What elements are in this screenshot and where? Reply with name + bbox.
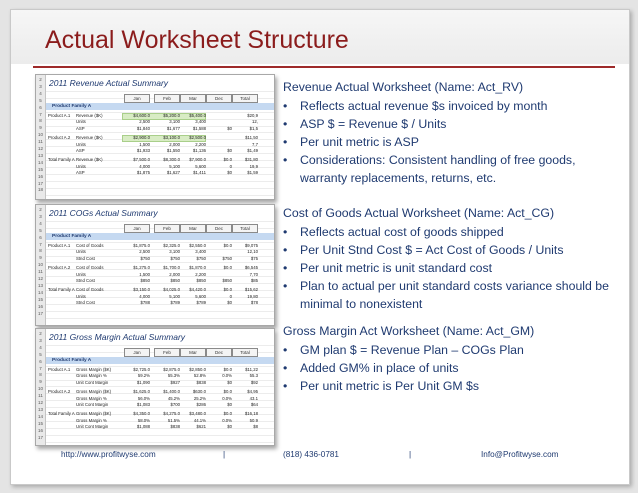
- row-number: 4: [39, 220, 42, 226]
- bullet-glyph: •: [283, 135, 288, 149]
- value-cell: $7,900.0: [189, 157, 206, 163]
- value-cell: 55.3%: [167, 373, 180, 379]
- row-number: 14: [37, 413, 43, 419]
- value-cell: 0.0%: [222, 395, 232, 401]
- row-number: 8: [39, 118, 42, 124]
- row-number: 12: [37, 146, 43, 151]
- value-cell: 12,10: [247, 249, 258, 255]
- row-number: 5: [39, 97, 42, 103]
- row-number: 2: [39, 207, 42, 212]
- value-cell: 0.0%: [222, 417, 232, 423]
- value-cell: 3,100: [169, 119, 180, 125]
- value-cell: $750: [140, 255, 150, 261]
- row-number: 16: [37, 427, 43, 433]
- row-number: 9: [39, 125, 42, 131]
- value-cell: 19,9: [249, 163, 258, 169]
- grid-line: [46, 442, 274, 443]
- row-number: 15: [37, 166, 43, 172]
- metric-name: Unit Cont Margin: [76, 402, 109, 407]
- value-cell: $1,411: [193, 170, 206, 176]
- value-cell: $1,59: [247, 170, 258, 176]
- metric-name: Unit Cont Margin: [76, 379, 109, 385]
- metric-name: Cost of Goods: [76, 265, 104, 271]
- value-cell: $750: [222, 255, 232, 261]
- metric-name: Units: [76, 119, 86, 125]
- column-header: Jan: [124, 224, 150, 233]
- row-number: 17: [37, 434, 43, 440]
- row-number: 6: [39, 104, 42, 110]
- value-cell: $750: [196, 255, 206, 261]
- grid-line: [46, 181, 274, 182]
- value-cell: $0.0: [223, 265, 232, 271]
- value-cell: $1,840: [136, 125, 150, 131]
- bullet-glyph: •: [283, 261, 288, 275]
- product-name: Product A.2: [48, 389, 71, 395]
- value-cell: 58.0%: [137, 417, 150, 423]
- row-number: 8: [39, 372, 42, 378]
- value-cell: 5,600: [195, 293, 206, 299]
- bullet-glyph: •: [283, 343, 288, 357]
- value-cell: $0: [227, 424, 232, 430]
- metric-name: ASP: [76, 170, 85, 176]
- value-cell: 12,: [252, 119, 258, 125]
- worksheet-title: 2011 Revenue Actual Summary: [49, 78, 169, 88]
- cogs-worksheet-thumbnail: [35, 204, 275, 326]
- metric-name: Units: [76, 293, 86, 299]
- metric-name: Units: [76, 163, 86, 169]
- value-cell: $1,083: [136, 402, 150, 407]
- row-number: 15: [37, 296, 43, 302]
- grid-line: [46, 311, 274, 312]
- value-cell: 43.1: [249, 395, 258, 401]
- worksheet-grid: [46, 345, 274, 445]
- product-family-label: Product Family A: [52, 358, 92, 363]
- grid-line: [46, 91, 274, 92]
- value-cell: 5,100: [169, 163, 180, 169]
- column-header: Dec: [206, 94, 232, 103]
- value-cell: 5,600: [195, 163, 206, 169]
- revenue-worksheet-thumbnail: [35, 74, 275, 200]
- metric-name: Revenue ($K): [76, 135, 103, 141]
- value-cell: $0.0: [223, 389, 232, 395]
- bullet-glyph: •: [283, 279, 288, 293]
- value-cell: $1,677: [166, 125, 180, 131]
- value-cell: $0: [227, 379, 232, 385]
- row-number-gutter: [36, 75, 46, 199]
- metric-name: Stnd Cost: [76, 255, 95, 261]
- value-cell: 2,000: [169, 141, 180, 147]
- product-name: Total Family A: [48, 411, 75, 417]
- row-number: 17: [37, 180, 43, 186]
- value-cell: $3,150.0: [133, 287, 150, 293]
- value-cell: $2,550.0: [189, 243, 206, 248]
- row-number: 10: [37, 386, 43, 392]
- value-cell: $1,875.0: [133, 243, 150, 248]
- metric-name: Gross Margin ($K): [76, 367, 112, 372]
- column-header: Feb: [154, 94, 180, 103]
- metric-name: Revenue ($K): [76, 113, 103, 118]
- column-header: Feb: [154, 224, 180, 233]
- value-cell: $8,300.0: [163, 157, 180, 163]
- worksheet-grid: [46, 221, 274, 325]
- value-cell: $788: [140, 300, 150, 306]
- row-number: 2: [39, 331, 42, 336]
- value-cell: $85: [250, 278, 258, 283]
- value-cell: $75: [250, 255, 258, 261]
- value-cell: 7,70: [249, 271, 258, 277]
- grid-line: [46, 221, 274, 222]
- value-cell: $1,400.0: [163, 389, 180, 395]
- column-header: Jan: [124, 348, 150, 357]
- worksheet-title: 2011 COGs Actual Summary: [49, 208, 158, 218]
- value-cell: $1,870.0: [189, 265, 206, 271]
- metric-name: ASP: [76, 125, 85, 131]
- product-family-label: Product Family A: [52, 234, 92, 239]
- row-number: 17: [37, 310, 43, 316]
- row-number-gutter: [36, 205, 46, 325]
- value-cell: $92: [250, 379, 258, 385]
- column-header: Feb: [154, 348, 180, 357]
- value-cell: $850: [222, 278, 232, 283]
- row-number: 3: [39, 83, 42, 89]
- metric-name: Gross Margin ($K): [76, 389, 112, 395]
- value-cell: $4,275.0: [163, 411, 180, 417]
- value-cell: 52.8%: [193, 373, 206, 379]
- value-cell: 4,000: [139, 293, 150, 299]
- row-number: 18: [37, 187, 43, 193]
- value-cell: 45.2%: [167, 395, 180, 401]
- value-cell: 3,100: [169, 249, 180, 255]
- value-cell: $4,420.0: [189, 287, 206, 293]
- gross-margin-worksheet-thumbnail: [35, 328, 275, 446]
- grid-line: [46, 318, 274, 319]
- column-header: Mar: [180, 348, 206, 357]
- bullet-glyph: •: [283, 117, 288, 131]
- value-cell: 44.1%: [193, 417, 206, 423]
- value-cell: 1,500: [139, 141, 150, 147]
- grid-line: [46, 195, 274, 196]
- value-cell: $850: [140, 278, 150, 283]
- value-cell: $630.0: [192, 389, 206, 395]
- metric-name: Units: [76, 249, 86, 255]
- column-header-row: [46, 348, 274, 356]
- row-number: 2: [39, 77, 42, 82]
- column-header-row: [46, 224, 274, 232]
- footer: [11, 450, 629, 464]
- value-cell: $4,025.0: [163, 287, 180, 293]
- footer-phone: (818) 436-0781: [283, 450, 339, 459]
- gross-margin-section-heading: Gross Margin Act Worksheet (Name: Act_GM): [283, 324, 535, 338]
- bullet-glyph: •: [283, 361, 288, 375]
- value-cell: $4,350.0: [133, 411, 150, 417]
- metric-name: Units: [76, 271, 86, 277]
- value-cell: $1,5: [249, 125, 258, 131]
- row-number: 7: [39, 241, 42, 247]
- value-cell: $789: [196, 300, 206, 306]
- row-number: 7: [39, 111, 42, 117]
- value-cell: $1,090: [136, 379, 150, 385]
- column-header: Mar: [180, 224, 206, 233]
- column-header: Jan: [124, 94, 150, 103]
- product-family-band: [46, 233, 274, 240]
- metric-name: Gross Margin ($K): [76, 411, 112, 417]
- grid-line: [46, 262, 274, 263]
- value-cell: $78: [250, 300, 258, 306]
- worksheet-grid: [46, 91, 274, 199]
- row-number: 13: [37, 282, 43, 288]
- row-number: 16: [37, 303, 43, 309]
- row-number: 13: [37, 152, 43, 158]
- value-cell: $2,325.0: [163, 243, 180, 248]
- value-cell: $0.0: [223, 287, 232, 293]
- row-number: 10: [37, 262, 43, 268]
- value-cell: 2,200: [195, 271, 206, 277]
- value-cell: $0: [227, 300, 232, 306]
- row-number: 8: [39, 248, 42, 254]
- row-number: 14: [37, 159, 43, 165]
- value-cell: 5,100: [169, 293, 180, 299]
- value-cell: $3,100.0: [163, 135, 180, 141]
- value-cell: $927: [170, 379, 180, 385]
- revenue-section-heading: Revenue Actual Worksheet (Name: Act_RV): [283, 80, 524, 94]
- row-number-gutter: [36, 329, 46, 445]
- column-header-row: [46, 94, 274, 102]
- footer-separator: |: [409, 450, 412, 459]
- row-number: 6: [39, 358, 42, 364]
- value-cell: 3,400: [195, 249, 206, 255]
- metric-name: Cost of Goods: [76, 243, 104, 248]
- value-cell: $5,200.0: [163, 113, 180, 118]
- value-cell: $1,588: [192, 125, 206, 131]
- value-cell: $838: [170, 424, 180, 430]
- row-number: 9: [39, 255, 42, 261]
- value-cell: $1,275.0: [133, 265, 150, 271]
- slide-title: Actual Worksheet Structure: [45, 26, 349, 54]
- value-cell: $838: [196, 379, 206, 385]
- grid-line: [46, 386, 274, 387]
- value-cell: 2,500: [139, 249, 150, 255]
- value-cell: $0.0: [223, 411, 232, 417]
- value-cell: $0: [227, 125, 232, 131]
- row-number: 12: [37, 276, 43, 281]
- worksheet-title: 2011 Gross Margin Actual Summary: [49, 332, 186, 342]
- row-number: 7: [39, 365, 42, 371]
- row-number: 4: [39, 90, 42, 96]
- row-number: 11: [38, 139, 43, 145]
- metric-name: Units: [76, 141, 86, 147]
- value-cell: $750: [170, 255, 180, 261]
- value-cell: 0: [229, 293, 232, 299]
- value-cell: $9,075: [244, 243, 258, 248]
- title-divider: [33, 66, 615, 68]
- footer-separator: |: [223, 450, 226, 459]
- value-cell: $1,700.0: [163, 265, 180, 271]
- grid-line: [46, 132, 274, 133]
- row-number: 6: [39, 234, 42, 240]
- value-cell: $2,875.0: [163, 367, 180, 372]
- value-cell: 3,400: [195, 119, 206, 125]
- value-cell: $4,600.0: [133, 113, 150, 118]
- value-cell: $11,22: [245, 367, 258, 372]
- value-cell: $15,62: [244, 287, 258, 293]
- value-cell: $1,088: [136, 424, 150, 430]
- metric-name: Revenue ($K): [76, 157, 103, 163]
- value-cell: $0.0: [223, 243, 232, 248]
- row-number: 13: [37, 406, 43, 412]
- value-cell: $0: [227, 170, 232, 176]
- value-cell: 59.2%: [137, 373, 150, 379]
- metric-name: ASP: [76, 148, 85, 153]
- value-cell: $5,400.0: [189, 113, 206, 118]
- value-cell: $0: [227, 402, 232, 407]
- row-number: 16: [37, 173, 43, 179]
- row-number: 3: [39, 213, 42, 219]
- value-cell: $0: [227, 148, 232, 153]
- product-name: Product A.2: [48, 265, 71, 271]
- value-cell: 0.0%: [222, 373, 232, 379]
- value-cell: $0.0: [223, 367, 232, 372]
- value-cell: $7,500.0: [133, 157, 150, 163]
- grid-line: [46, 325, 274, 326]
- footer-url[interactable]: http://www.profitwyse.com: [61, 450, 156, 459]
- value-cell: $20,9: [247, 113, 258, 118]
- value-cell: 0: [229, 163, 232, 169]
- value-cell: $2,725.0: [133, 367, 150, 372]
- metric-name: Cost of Goods: [76, 287, 104, 293]
- column-header: Total: [232, 348, 258, 357]
- value-cell: $2,900.0: [133, 135, 150, 141]
- row-number: 10: [37, 132, 43, 138]
- metric-name: Gross Margin %: [76, 395, 107, 401]
- value-cell: $1,933: [136, 148, 150, 153]
- grid-line: [46, 345, 274, 346]
- value-cell: $3,480.0: [189, 411, 206, 417]
- value-cell: 2,000: [169, 271, 180, 277]
- metric-name: Stnd Cost: [76, 300, 95, 306]
- value-cell: $700: [170, 402, 180, 407]
- product-name: Product A.1: [48, 367, 71, 372]
- product-name: Product A.1: [48, 113, 71, 118]
- row-number: 9: [39, 379, 42, 385]
- product-family-label: Product Family A: [52, 104, 92, 109]
- value-cell: $4,95: [247, 389, 258, 395]
- row-number: 5: [39, 227, 42, 233]
- column-header: Dec: [206, 224, 232, 233]
- row-number: 4: [39, 344, 42, 350]
- column-header: Total: [232, 94, 258, 103]
- value-cell: $11,50: [245, 135, 258, 141]
- bullet-glyph: •: [283, 243, 288, 257]
- row-number: 12: [37, 400, 43, 405]
- bullet-glyph: •: [283, 225, 288, 239]
- slide: Actual Worksheet Structure 2 3 4 5 6 7 8 9 10 11 12 13 14 15 16 17 18 2011 Revenue Actual Summary Jan Feb Mar Dec Total Product Family A Product A.1 Revenue ($K) $4,600.0 $5,200.0 $5,400.0 $20,9 Units 2,500 3,100 3,400 12, ASP $1,840 $1,677 $1,588 $0 $1,5 Product A.2 Revenue ($K) $2,900.0 $3,100.0 $2,500.0 $11,50 Units 1,500 2,000 2,200 7,7 ASP $1,933 $1,550 $1,136 $0 $1,49 Total Family A Revenue ($K) $7,500.0 $8,300.0 $7,900.0 $0.0 $31,80 Units 4,000 5,100 5,600 0 19,9 ASP $1,875 $1,627 $1,411 $0 $1,59 2 3 4 5 6 7 8 9 10 11 12 13 14 15 16 17 2011 COGs Actual Summary Jan Feb Mar Dec Total Product Family A Product A.1 Cost of Goods $1,875.0 $2,325.0 $2,550.0 $0.0 $9,075 Units 2,500 3,100 3,400 12,10 Stnd Cost $750 $750 $750 $750 $75 Product A.2 Cost of Goods $1,275.0 $1,700.0 $1,870.0 $0.0 $6,545 Units 1,500 2,000 2,200 7,70 Stnd Cost $850 $850 $850 $850 $85 Total Family A Cost of Goods $3,150.0 $4,025.0 $4,420.0 $0.0 $15,62 Units 4,000 5,100 5,600 0 19,80 Stnd Cost $788 $789 $789 $0 $78 2 3 4 5 6 7 8 9 10 11 12 13 14 15 16 17 2011 Gross Margin Actual Summary Jan Feb Mar Dec Total Product Family A Product A.1 Gross Margin ($K) $2,725.0 $2,875.0 $2,850.0 $0.0 $11,22 Gross Margin % 59.2% 55.3% 52.8% 0.0% 55.3 Unit Cont Margin $1,090 $927 $838 $0 $92 Product A.2 Gross Margin ($K) $1,625.0 $1,400.0 $630.0 $0.0 $4,95 Gross Margin % 56.0% 45.2% 25.2% 0.0% 43.1 Unit Cont Margin $1,083 $700 $286 $0 $64 Total Family A Gross Margin ($K) $4,350.0 $4,275.0 $3,480.0 $0.0 $16,18 Gross Margin % 58.0% 51.5% 44.1% 0.0% 50.9 Unit Cont Margin $1,088 $838 $621 $0 $8 Revenue Actual Worksheet (Name: Act_RV) • Reflects actual revenue $s invoiced by month • ASP $ = Revenue $ / Units • Per unit metric is ASP • Considerations: Consistent handling of free goods, warranty replacements, returns, etc. Cost of Goods Actual Worksheet (Name: Act_CG) • Reflects actual cost of goods shipped • Per Unit Stnd Cost $ = Act Cost of Goods / Units • Per unit metric is unit standard cost • Plan to actual per unit standard costs variance should be minimal to nonexistent Gross Margin Act Worksheet (Name: Act_GM) • GM plan $ = Revenue Plan – COGs Plan • Added GM% in place of units • Per unit metric is Per Unit GM $s http://www.profitwyse.com | (818) 436-0781 | Info@Profitwyse.com: [10, 9, 630, 485]
- footer-email[interactable]: Info@Profitwyse.com: [481, 450, 559, 459]
- product-name: Total Family A: [48, 157, 75, 163]
- metric-name: Unit Cont Margin: [76, 424, 109, 430]
- value-cell: 1,500: [139, 271, 150, 277]
- value-cell: $16,18: [244, 411, 258, 417]
- value-cell: 2,200: [195, 141, 206, 147]
- value-cell: 51.5%: [167, 417, 180, 423]
- value-cell: $6,545: [244, 265, 258, 271]
- value-cell: $1,627: [166, 170, 180, 176]
- product-name: Product A.1: [48, 243, 71, 248]
- value-cell: $621: [196, 424, 206, 430]
- value-cell: $850: [196, 278, 206, 283]
- grid-line: [46, 435, 274, 436]
- value-cell: $1,49: [247, 148, 258, 153]
- value-cell: $789: [170, 300, 180, 306]
- row-number: 3: [39, 337, 42, 343]
- row-number: 5: [39, 351, 42, 357]
- value-cell: $286: [196, 402, 206, 407]
- value-cell: 2,500: [139, 119, 150, 125]
- value-cell: $64: [250, 402, 258, 407]
- value-cell: $1,136: [192, 148, 206, 153]
- value-cell: $1,625.0: [133, 389, 150, 395]
- column-header: Total: [232, 224, 258, 233]
- metric-name: Gross Margin %: [76, 417, 107, 423]
- value-cell: 55.3: [249, 373, 258, 379]
- metric-name: Gross Margin %: [76, 373, 107, 379]
- value-cell: 50.9: [249, 417, 258, 423]
- bullet-glyph: •: [283, 379, 288, 393]
- value-cell: $0.0: [223, 157, 232, 163]
- row-number: 15: [37, 420, 43, 426]
- value-cell: $8: [253, 424, 258, 430]
- row-number: 11: [38, 269, 43, 275]
- value-cell: $1,550: [166, 148, 180, 153]
- cogs-section-heading: Cost of Goods Actual Worksheet (Name: Act_CG): [283, 206, 555, 220]
- row-number: 11: [38, 393, 43, 399]
- product-family-band: [46, 357, 274, 364]
- bullet-glyph: •: [283, 99, 288, 113]
- value-cell: 25.2%: [193, 395, 206, 401]
- column-header: Dec: [206, 348, 232, 357]
- row-number: 14: [37, 289, 43, 295]
- product-name: Product A.2: [48, 135, 71, 141]
- value-cell: $850: [170, 278, 180, 283]
- value-cell: 56.0%: [137, 395, 150, 401]
- column-header: Mar: [180, 94, 206, 103]
- value-cell: $1,875: [136, 170, 150, 176]
- value-cell: $31,80: [244, 157, 258, 163]
- grid-line: [46, 188, 274, 189]
- product-family-band: [46, 103, 274, 110]
- value-cell: $2,850.0: [189, 367, 206, 372]
- value-cell: 7,7: [252, 141, 258, 147]
- product-name: Total Family A: [48, 287, 75, 293]
- metric-name: Stnd Cost: [76, 278, 95, 283]
- bullet-glyph: •: [283, 153, 288, 167]
- value-cell: 4,000: [139, 163, 150, 169]
- value-cell: $2,500.0: [189, 135, 206, 141]
- value-cell: 19,80: [247, 293, 258, 299]
